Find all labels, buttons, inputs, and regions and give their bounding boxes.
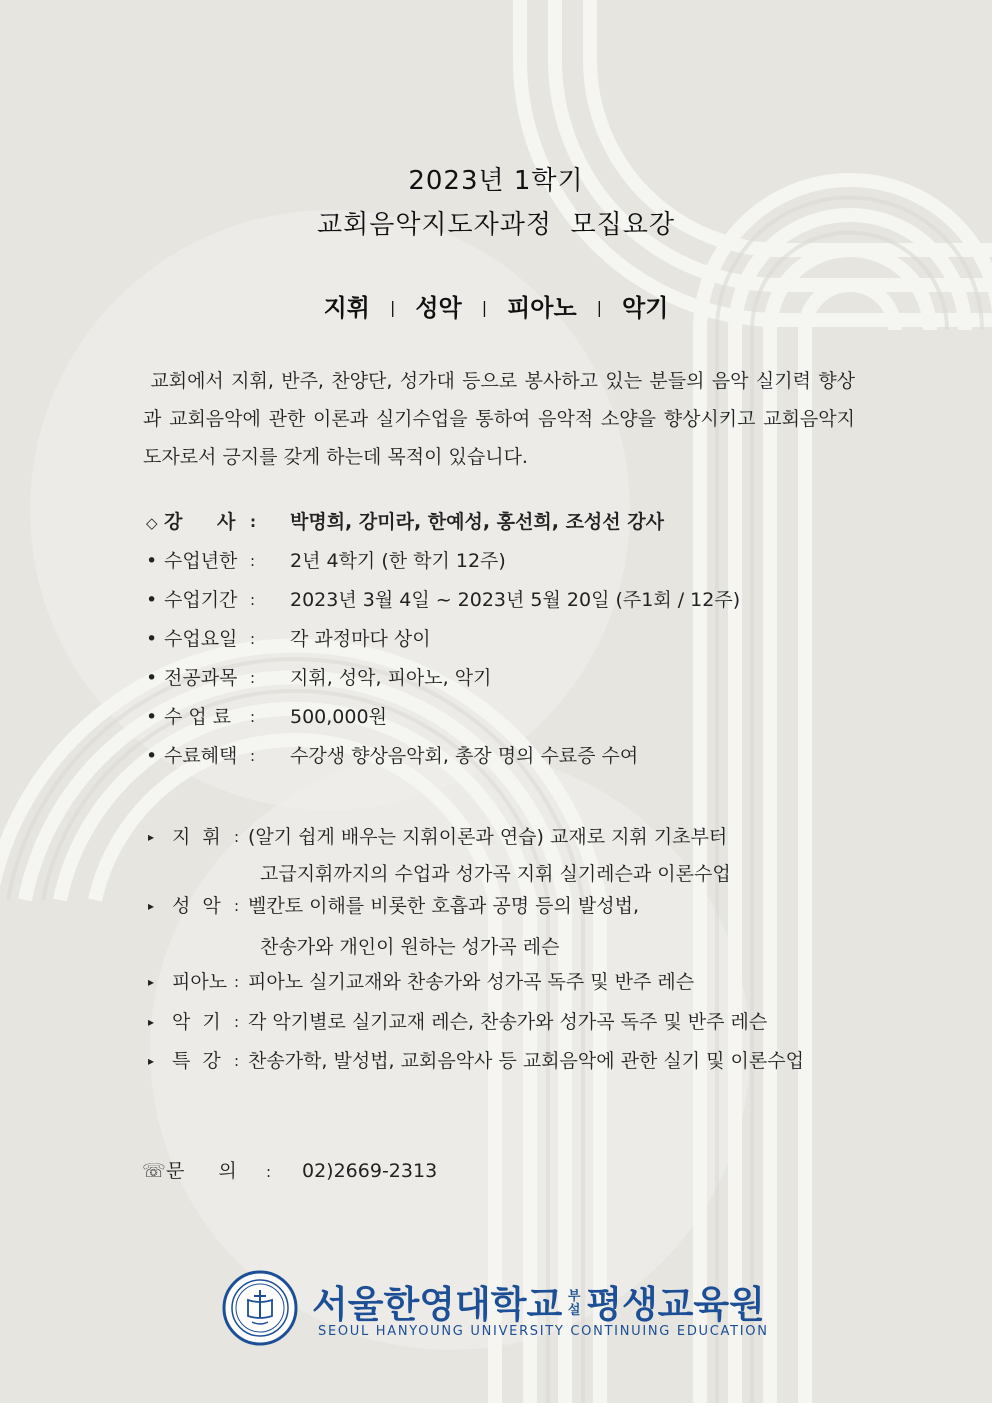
course-desc: (알기 쉽게 배우는 지휘이론과 연습) 교재로 지휘 기초부터 xyxy=(248,826,728,848)
course-colon: : xyxy=(234,828,240,846)
info-value: 지휘, 성악, 피아노, 악기 xyxy=(290,667,492,689)
info-row-duration xyxy=(146,543,506,579)
course-piano xyxy=(148,967,694,994)
bullet-icon: • xyxy=(146,745,158,767)
page-title-semester: 2023년 1학기 xyxy=(408,166,584,196)
info-value: 2023년 3월 4일 ~ 2023년 5월 20일 (주1회 / 12주) xyxy=(290,589,741,611)
info-row-day xyxy=(146,621,431,657)
university-seal-icon xyxy=(222,1270,298,1346)
info-colon: : xyxy=(250,747,256,765)
subject-conducting: 지휘 xyxy=(323,294,370,322)
info-row-tuition xyxy=(146,699,387,735)
subject-separator: | xyxy=(389,298,396,317)
info-colon: : xyxy=(250,513,256,531)
subject-piano: 피아노 xyxy=(507,294,577,322)
info-colon: : xyxy=(250,591,256,609)
bullet-icon: • xyxy=(146,706,158,728)
course-instrument xyxy=(148,1007,767,1034)
course-desc: 찬송가학, 발성법, 교회음악사 등 교회음악에 관한 실기 및 이론수업 xyxy=(248,1050,804,1072)
triangle-right-icon: ▸ xyxy=(148,1015,155,1029)
info-row-lecturer xyxy=(146,504,664,540)
contact-colon: : xyxy=(266,1163,272,1181)
course-label: 피아노 xyxy=(172,971,228,993)
course-vocal xyxy=(148,891,639,959)
subjects-list xyxy=(0,288,992,323)
info-label: 수업기간 xyxy=(164,589,238,611)
contact-label: 문 의 xyxy=(166,1160,251,1182)
triangle-right-icon: ▸ xyxy=(148,830,155,844)
info-value: 박명희, 강미라, 한예성, 홍선희, 조성선 강사 xyxy=(290,511,664,533)
info-label: 수업년한 xyxy=(164,550,238,572)
logo-wordmark xyxy=(312,1274,765,1328)
info-row-period xyxy=(146,582,740,618)
logo-affiliated-mark xyxy=(566,1290,582,1318)
course-conducting xyxy=(148,822,731,886)
course-label: 악 기 xyxy=(172,1011,221,1033)
info-label: 수 업 료 xyxy=(164,706,232,728)
logo-institute-name: 평생교육원 xyxy=(586,1283,765,1326)
subject-instrument: 악기 xyxy=(622,294,669,322)
logo-small-top: 부 xyxy=(567,1288,581,1304)
course-colon: : xyxy=(234,897,240,915)
course-desc: 벨칸토 이해를 비롯한 호흡과 공명 등의 발성법, xyxy=(248,895,640,917)
info-label: 수업요일 xyxy=(164,628,238,650)
diamond-icon: ◇ xyxy=(146,514,158,532)
bullet-icon: • xyxy=(146,628,158,650)
info-colon: : xyxy=(250,630,256,648)
course-colon: : xyxy=(234,1052,240,1070)
course-special xyxy=(148,1046,804,1073)
triangle-right-icon: ▸ xyxy=(148,899,155,913)
page-title-program: 교회음악지도자과정 모집요강 xyxy=(316,210,676,240)
bullet-icon: • xyxy=(146,667,158,689)
course-desc-cont: 고급지휘까지의 수업과 성가곡 지휘 실기레슨과 이론수업 xyxy=(260,863,731,885)
info-value: 수강생 향상음악회, 총장 명의 수료증 수여 xyxy=(290,745,639,767)
info-row-benefit xyxy=(146,738,638,774)
university-logo xyxy=(222,1270,782,1350)
subject-separator: | xyxy=(481,298,488,317)
course-desc: 각 악기별로 실기교재 레슨, 찬송가와 성가곡 독주 및 반주 레슨 xyxy=(248,1011,768,1033)
course-desc-cont: 찬송가와 개인이 원하는 성가곡 레슨 xyxy=(260,936,560,958)
course-label: 특 강 xyxy=(172,1050,221,1072)
intro-paragraph xyxy=(143,362,855,476)
info-value: 500,000원 xyxy=(290,706,387,728)
triangle-right-icon: ▸ xyxy=(148,1054,155,1068)
info-value: 각 과정마다 상이 xyxy=(290,628,431,650)
info-label: 강 사 xyxy=(164,511,250,533)
info-label: 전공과목 xyxy=(164,667,238,689)
info-colon: : xyxy=(250,552,256,570)
intro-text: 교회에서 지휘, 반주, 찬양단, 성가대 등으로 봉사하고 있는 분들의 음악 실기력 향상과 교회음악에 관한 이론과 실기수업을 통하여 음악적 소양을 향상시키고 교회음악지도자로서 긍지를 갖게 하는데 목적이 있습니다. xyxy=(143,370,855,468)
bullet-icon: • xyxy=(146,589,158,611)
info-label: 수료혜택 xyxy=(164,745,238,767)
subject-vocal: 성악 xyxy=(415,294,462,322)
info-row-major xyxy=(146,660,491,696)
course-colon: : xyxy=(234,973,240,991)
phone-icon: ☏ xyxy=(142,1160,166,1182)
info-value: 2년 4학기 (한 학기 12주) xyxy=(290,550,506,572)
info-colon: : xyxy=(250,669,256,687)
course-desc: 피아노 실기교재와 찬송가와 성가곡 독주 및 반주 레슨 xyxy=(248,971,695,993)
course-label: 지 휘 xyxy=(172,826,221,848)
info-colon: : xyxy=(250,708,256,726)
contact-row xyxy=(142,1156,437,1183)
contact-phone-number: 02)2669-2313 xyxy=(302,1160,438,1182)
subject-separator: | xyxy=(596,298,603,317)
logo-english-name: SEOUL HANYOUNG UNIVERSITY CONTINUING EDUCATION xyxy=(318,1324,769,1339)
bullet-icon: • xyxy=(146,550,158,572)
course-label: 성 악 xyxy=(172,895,221,917)
logo-small-bottom: 설 xyxy=(567,1302,581,1318)
logo-university-name: 서울한영대학교 xyxy=(312,1283,563,1326)
course-colon: : xyxy=(234,1013,240,1031)
triangle-right-icon: ▸ xyxy=(148,975,155,989)
